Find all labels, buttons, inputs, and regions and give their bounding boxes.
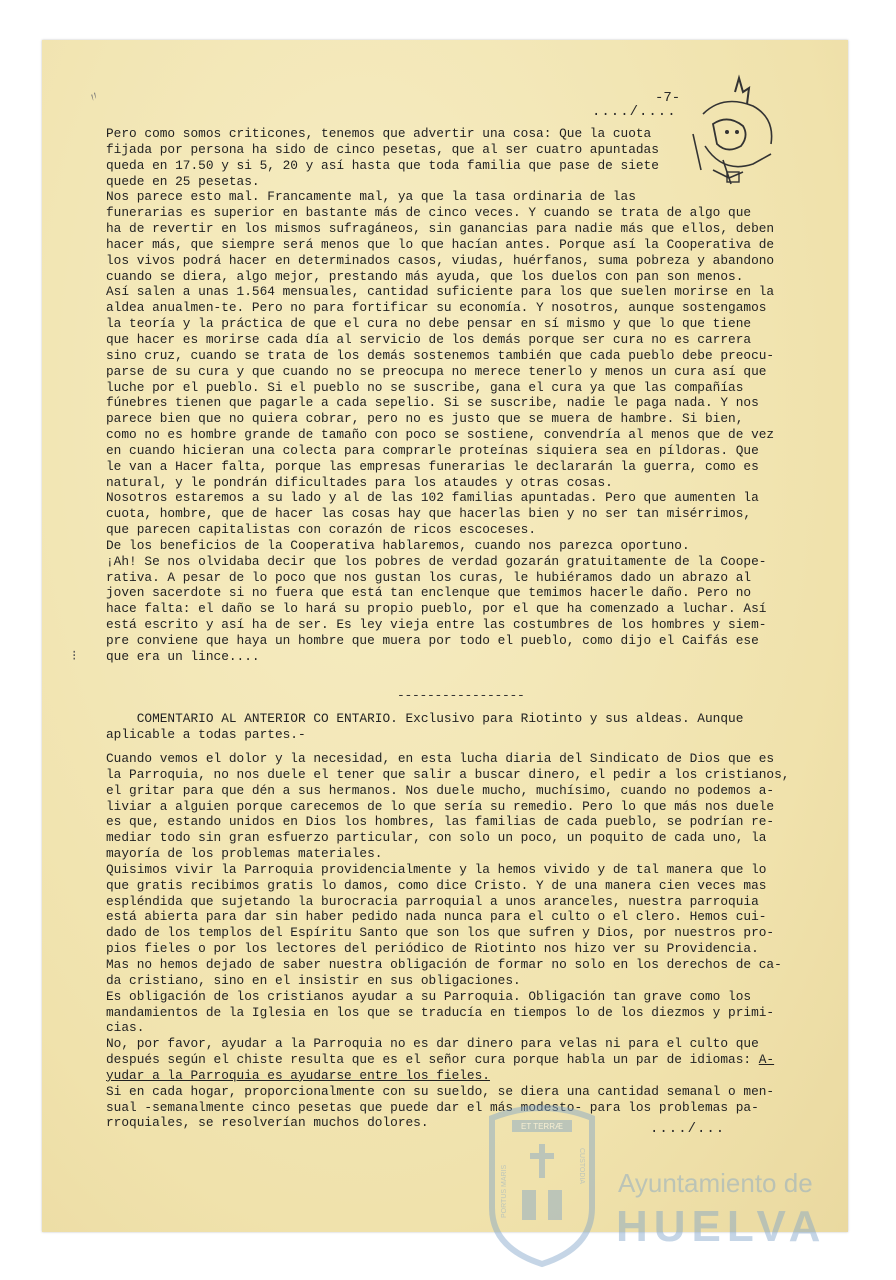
huelva-shield-icon <box>482 1098 602 1268</box>
underlined-phrase-start: A- <box>758 1052 775 1068</box>
continuation-mark-top: ..../.... <box>592 104 677 120</box>
underlined-phrase: yudar a la Parroquia es ayudarse entre los fieles. <box>106 1067 490 1083</box>
shield-motto-left: PORTUS MARIS <box>501 1164 508 1218</box>
section-heading: COMENTARIO AL ANTERIOR CO ENTARIO. Exclusivo para Riotinto y sus aldeas. Aunque aplicable a todas partes.- <box>106 711 744 742</box>
margin-scribble: 〃 <box>85 88 104 107</box>
body-paragraph-2 <box>106 751 796 1131</box>
body-paragraph-1: Pero como somos criticones, tenemos que advertir una cosa: Que la cuota fijada por persona ha sido de cinco pesetas, que al ser cuatro apuntadas queda en 17.50 y si 5, 20 y así hasta que toda familia que pase de siete quede en 25 pesetas. Nos parece esto mal. Francamente mal, ya que la tasa ordinaria de las funerarias es superior en bastante más de cinco veces. Y cuando se trata de algo que ha de revertir en los mismos sufragáneos, sin ganancias para nadie más que ellos, deben hacer más, que siempre será menos que lo que hacían antes. Porque así la Cooperativa de los vivos podrá hacer en determinados casos, viudas, huérfanos, suma pobreza y abandono cuando se diera, algo mejor, prestando más ayuda, que los duelos con pan son menos. Así salen a unas 1.564 mensuales, cantidad suficiente para los que suelen morirse en la aldea anualmen-te. Pero no para fortificar su economía. Y nosotros, aunque sostengamos la teoría y la práctica de que el cura no debe pensar en sí mismo y que lo que tiene que hacer es morirse cada día al servicio de los demás porque ser cura no es carrera sino cruz, cuando se trata de los demás sostenemos también que cada pueblo debe preocu- parse de su cura y que cuando no se preocupa no merece tenerlo y menos un cura así que luche por el pueblo. Si el pueblo no se suscribe, gana el cura ya que las compañías fúnebres tienen que pagarle a cada sepelio. Si se suscribe, nadie le paga nada. Y nos parece bien que no quiera cobrar, pero no es justo que se muera de hambre. Si bien, como no es hombre grande de tamaño con poco se sostiene, convendría al menos que de vez en cuando hicieran una colecta para comprarle proteínas siquiera sea en píldoras. Que le van a Hacer falta, porque las empresas funerarias le declararán la guerra, como es natural, y le pondrán dificultades para los ataudes y otras cosas. Nosotros estaremos a su lado y al de las 102 familias apuntadas. Pero que aumenten la cuota, hombre, que de hacer las cosas hay que hacerlas bien y no ser tan misérrimos, que parecen capitalistas con corazón de ricos escoceses. De los beneficios de la Cooperativa hablaremos, cuando nos parezca oportuno. ¡Ah! Se nos olvidaba decir que los pobres de verdad gozarán gratuitamente de la Coope- rativa. A pesar de lo poco que nos gustan los curas, le hubiéramos dado un abrazo al joven sacerdote si no fuera que está tan enclenque que temimos hacerle daño. Pero no hace falta: el daño se lo hará su propio pueblo, por el que ha comenzado a luchar. Así está escrito y así ha de ser. Es ley vieja entre las costumbres de los hombres y siem- pre conviene que haya un hombre que muera por todo el pueblo, como dijo el Caifás ese que era un lince.... <box>106 126 775 664</box>
page-number: -7- <box>655 90 681 106</box>
paragraph-2-tail: Si en cada hogar, proporcionalmente con su sueldo, se diera una cantidad semanal o men- sual -semanalmente cinco pesetas que puede dar el más modesto- para los problemas pa- rroquiales, se resolverían muchos dolores. <box>106 1083 775 1131</box>
paragraph-2-main: Cuando vemos el dolor y la necesidad, en esta lucha diaria del Sindicato de Dios que es la Parroquia, no nos duele el tener que salir a buscar dinero, el pedir a los cristianos, el gritar para que dén a sus hermanos. Nos duele mucho, muchísimo, cuando no podemos a- liviar a alguien porque carecemos de lo que sería su remedio. Pero lo que más nos duele es que, estando unidos en Dios los hombres, las familias de cada pueblo, se podrían re- mediar todo sin gran esfuerzo particular, con solo un poco, un poquito de cada uno, la mayoría de los problemas materiales. Quisimos vivir la Parroquia providencialmente y la hemos vivido y de tal manera que lo que gratis recibimos gratis lo damos, como dice Cristo. Y de una manera cien veces mas espléndida que sujetando la burocracia parroquial a unos aranceles, nuestra parroquia está abierta para dar sin haber pedido nada nunca para el culto o el clero. Hemos cui- dado de los templos del Espíritu Santo que son los que sufren y Dios, por nuestros pro- pios fieles o por los lectores del periódico de Riotinto nos hizo ver su Providencia. Mas no hemos dejado de saber nuestra obligación de formar no solo en los derechos de ca- da cristiano, sino en el insistir en sus obligaciones. Es obligación de los cristianos ayudar a su Parroquia. Obligación tan grave como los mandamientos de la Iglesia en los que se traducía en tiempos lo de los diezmos y primi- cias. No, por favor, ayudar a la Parroquia no es dar dinero para velas ni para el culto que después según el chiste resulta que es el señor cura porque habla un par de idiomas: <box>106 751 790 1068</box>
watermark-line-2: HUELVA <box>616 1202 827 1251</box>
section-divider: ----------------- <box>397 688 525 703</box>
watermark-line-1: Ayuntamiento de <box>618 1168 813 1198</box>
continuation-mark-bottom: ..../... <box>650 1121 726 1137</box>
shield-motto-top: ET TERRÆ <box>521 1122 563 1131</box>
margin-mark: ⁝ <box>72 649 77 665</box>
shield-motto-right: CUSTODIA <box>578 1148 585 1185</box>
archive-watermark <box>482 1098 842 1268</box>
